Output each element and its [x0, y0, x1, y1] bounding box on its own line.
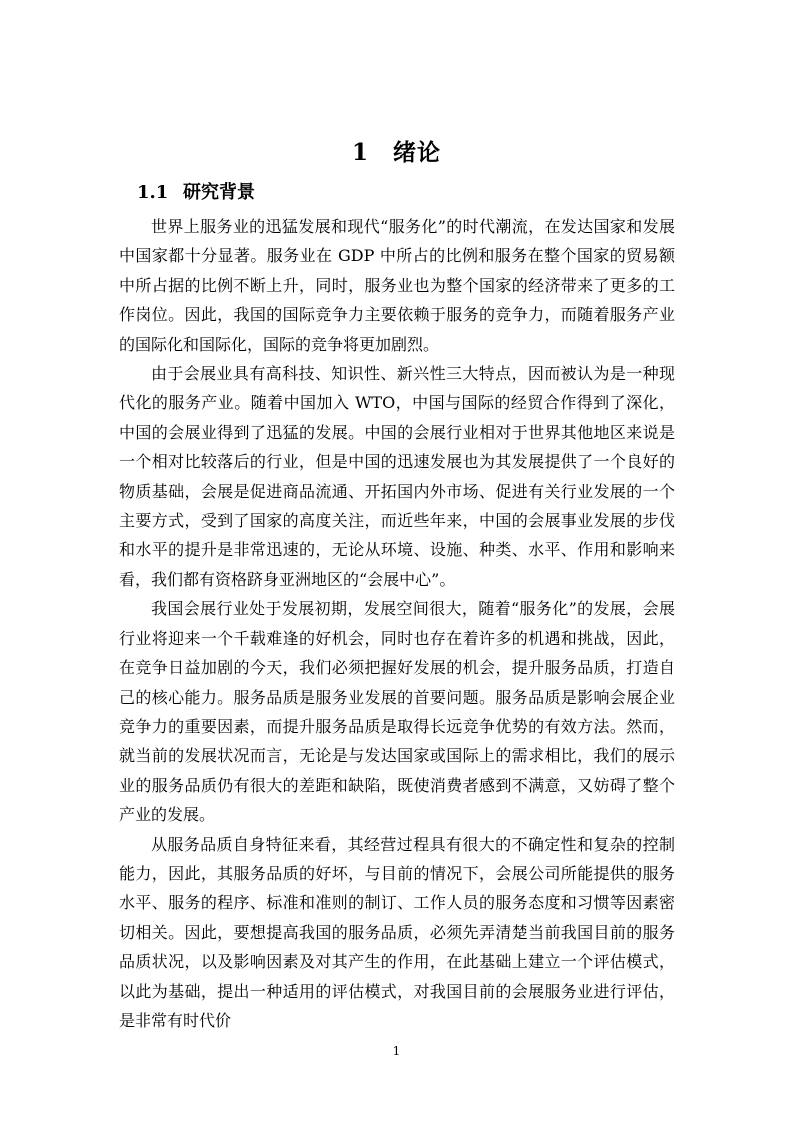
section-title: 研究背景 — [183, 182, 255, 203]
body-text — [119, 212, 675, 1035]
paragraph-1: 世界上服务业的迅猛发展和现代“服务化”的时代潮流，在发达国家和发展中国家都十分显著。服务业在 GDP 中所占的比例和服务在整个国家的贸易额中所占据的比例不断上升，同时，服务业也为整个国家的经济带来了更多的工作岗位。因此，我国的国际竞争力主要依赖于服务的竞争力，而随着服务产业的国际化和国际化，国际的竞争将更加剧烈。 — [119, 217, 675, 354]
paragraph-4: 从服务品质自身特征来看，其经营过程具有很大的不确定性和复杂的控制能力，因此，其服务品质的好坏，与目前的情况下，会展公司所能提供的服务水平、服务的程序、标准和准则的制订、工作人员的服务态度和习惯等因素密切相关。因此，要想提高我国的服务品质，必须先弄清楚当前我国目前的服务品质状况，以及影响因素及对其产生的作用，在此基础上建立一个评估模式，以此为基础，提出一种适用的评估模式，对我国目前的会展服务业进行评估，是非常有时代价 — [119, 834, 675, 1030]
paragraph-2: 由于会展业具有高科技、知识性、新兴性三大特点，因而被认为是一种现代化的服务产业。随着中国加入 WTO，中国与国际的经贸合作得到了深化，中国的会展业得到了迅猛的发展。中国的会展行业相对于世界其他地区来说是一个相对比较落后的行业，但是中国的迅速发展也为其发展提供了一个良好的物质基础，会展是促进商品流通、开拓国内外市场、促进有关行业发展的一个主要方式，受到了国家的高度关注，而近些年来，中国的会展事业发展的步伐和水平的提升是非常迅速的，无论从环境、设施、种类、水平、作用和影响来看，我们都有资格跻身亚洲地区的“会展中心”。 — [119, 364, 675, 589]
section-heading — [137, 178, 255, 204]
paragraph-3: 我国会展行业处于发展初期，发展空间很大，随着“服务化”的发展，会展行业将迎来一个千载难逢的好机会，同时也存在着许多的机遇和挑战，因此，在竞争日益加剧的今天，我们必须把握好发展的机会，提升服务品质，打造自己的核心能力。服务品质是服务业发展的首要问题。服务品质是影响会展企业竞争力的重要因素，而提升服务品质是取得长远竞争优势的有效方法。然而，就当前的发展状况而言，无论是与发达国家或国际上的需求相比，我们的展示业的服务品质仍有很大的差距和缺陷，既使消费者感到不满意，又妨碍了整个产业的发展。 — [119, 599, 675, 825]
page-number: 1 — [392, 1044, 401, 1058]
chapter-title: 1 绪论 — [351, 139, 441, 166]
section-number: 1.1 — [137, 182, 169, 203]
